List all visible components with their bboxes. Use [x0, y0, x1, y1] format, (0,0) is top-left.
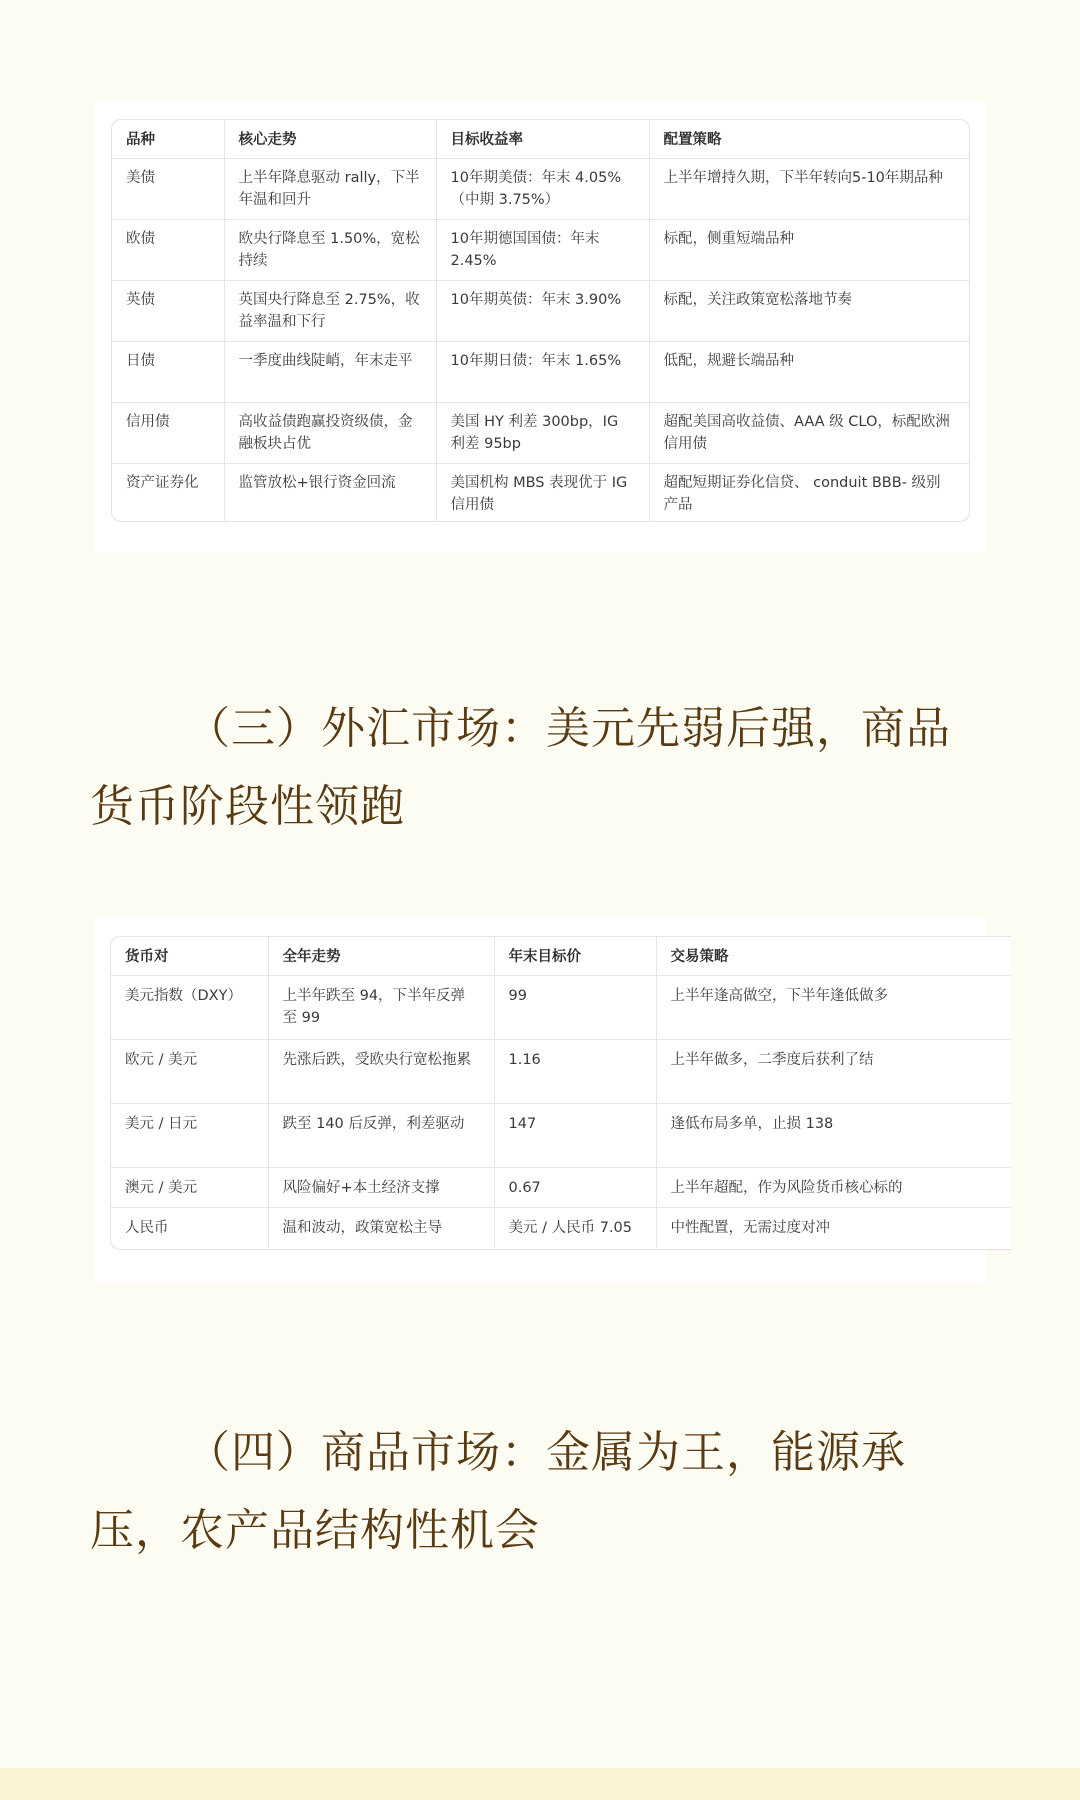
table-cell: 上半年增持久期，下半年转向5-10年期品种	[649, 158, 969, 219]
table-cell: 超配美国高收益债、AAA 级 CLO，标配欧洲信用债	[649, 402, 969, 463]
fx-header-target: 年末目标价	[494, 937, 656, 975]
table-cell: 标配，关注政策宽松落地节奏	[649, 280, 969, 341]
table-cell: 99	[494, 975, 656, 1039]
table-row	[112, 158, 969, 219]
table-cell: 1.16	[494, 1039, 656, 1103]
bond-table	[112, 120, 969, 522]
bond-header-target-yield: 目标收益率	[436, 120, 649, 158]
table-cell: 风险偏好+本土经济支撑	[268, 1167, 494, 1207]
table-cell: 美元 / 人民币 7.05	[494, 1207, 656, 1247]
table-cell: 澳元 / 美元	[111, 1167, 268, 1207]
table-cell: 欧央行降息至 1.50%，宽松持续	[224, 219, 436, 280]
section-heading-commodity-market: （四）商品市场：金属为王，能源承压，农产品结构性机会	[90, 1427, 906, 1556]
table-row	[111, 1103, 1011, 1167]
table-cell: 美债	[112, 158, 224, 219]
bond-table-header-row	[112, 120, 969, 158]
table-cell: 一季度曲线陡峭，年末走平	[224, 341, 436, 402]
table-cell: 10年期英债：年末 3.90%	[436, 280, 649, 341]
table-cell: 标配，侧重短端品种	[649, 219, 969, 280]
table-cell: 日债	[112, 341, 224, 402]
bond-table-card	[111, 119, 970, 522]
table-cell: 英债	[112, 280, 224, 341]
fx-header-strategy: 交易策略	[656, 937, 1011, 975]
section-heading-fx-market: （三）外汇市场：美元先弱后强，商品货币阶段性领跑	[90, 703, 951, 832]
table-cell: 10年期日债：年末 1.65%	[436, 341, 649, 402]
table-row	[112, 280, 969, 341]
table-cell: 欧债	[112, 219, 224, 280]
table-cell: 10年期美债：年末 4.05%（中期 3.75%）	[436, 158, 649, 219]
table-cell: 监管放松+银行资金回流	[224, 463, 436, 522]
fx-table-image	[94, 916, 986, 1282]
table-cell: 信用债	[112, 402, 224, 463]
table-cell: 上半年超配，作为风险货币核心标的	[656, 1167, 1011, 1207]
fx-header-pair: 货币对	[111, 937, 268, 975]
table-cell: 10年期德国国债：年末 2.45%	[436, 219, 649, 280]
bond-table-image	[94, 100, 986, 552]
table-row	[111, 975, 1011, 1039]
table-cell: 逢低布局多单，止损 138	[656, 1103, 1011, 1167]
table-cell: 英国央行降息至 2.75%，收益率温和下行	[224, 280, 436, 341]
table-cell: 上半年降息驱动 rally，下半年温和回升	[224, 158, 436, 219]
table-cell: 欧元 / 美元	[111, 1039, 268, 1103]
table-cell: 资产证券化	[112, 463, 224, 522]
fx-table	[111, 937, 1011, 1247]
fx-table-header-row	[111, 937, 1011, 975]
table-cell: 美元 / 日元	[111, 1103, 268, 1167]
table-cell: 147	[494, 1103, 656, 1167]
fx-table-card	[110, 936, 1011, 1250]
table-cell: 美国机构 MBS 表现优于 IG 信用债	[436, 463, 649, 522]
table-row	[111, 1207, 1011, 1247]
table-row	[112, 219, 969, 280]
table-row	[111, 1039, 1011, 1103]
table-cell: 超配短期证券化信贷、 conduit BBB- 级别产品	[663, 474, 941, 513]
table-cell: 美国 HY 利差 300bp，IG 利差 95bp	[436, 402, 649, 463]
table-cell: 跌至 140 后反弹，利差驱动	[268, 1103, 494, 1167]
table-row	[112, 463, 969, 522]
table-cell: 人民币	[111, 1207, 268, 1247]
table-row	[111, 1167, 1011, 1207]
table-cell: 先涨后跌，受欧央行宽松拖累	[268, 1039, 494, 1103]
table-cell: 温和波动，政策宽松主导	[268, 1207, 494, 1247]
footer-band	[0, 1768, 1080, 1800]
table-cell: 美元指数（DXY）	[111, 975, 268, 1039]
table-cell: 低配，规避长端品种	[649, 341, 969, 402]
table-cell: 高收益债跑赢投资级债，金融板块占优	[224, 402, 436, 463]
table-cell: 中性配置，无需过度对冲	[670, 1219, 830, 1236]
table-cell: 上半年做多，二季度后获利了结	[656, 1039, 1011, 1103]
table-cell: 0.67	[494, 1167, 656, 1207]
fx-header-trend: 全年走势	[268, 937, 494, 975]
table-cell: 上半年逢高做空，下半年逢低做多	[656, 975, 1011, 1039]
table-row	[112, 341, 969, 402]
bond-header-trend: 核心走势	[224, 120, 436, 158]
bond-header-variety: 品种	[112, 120, 224, 158]
table-cell: 上半年跌至 94，下半年反弹至 99	[268, 975, 494, 1039]
table-row	[112, 402, 969, 463]
bond-header-strategy: 配置策略	[649, 120, 969, 158]
